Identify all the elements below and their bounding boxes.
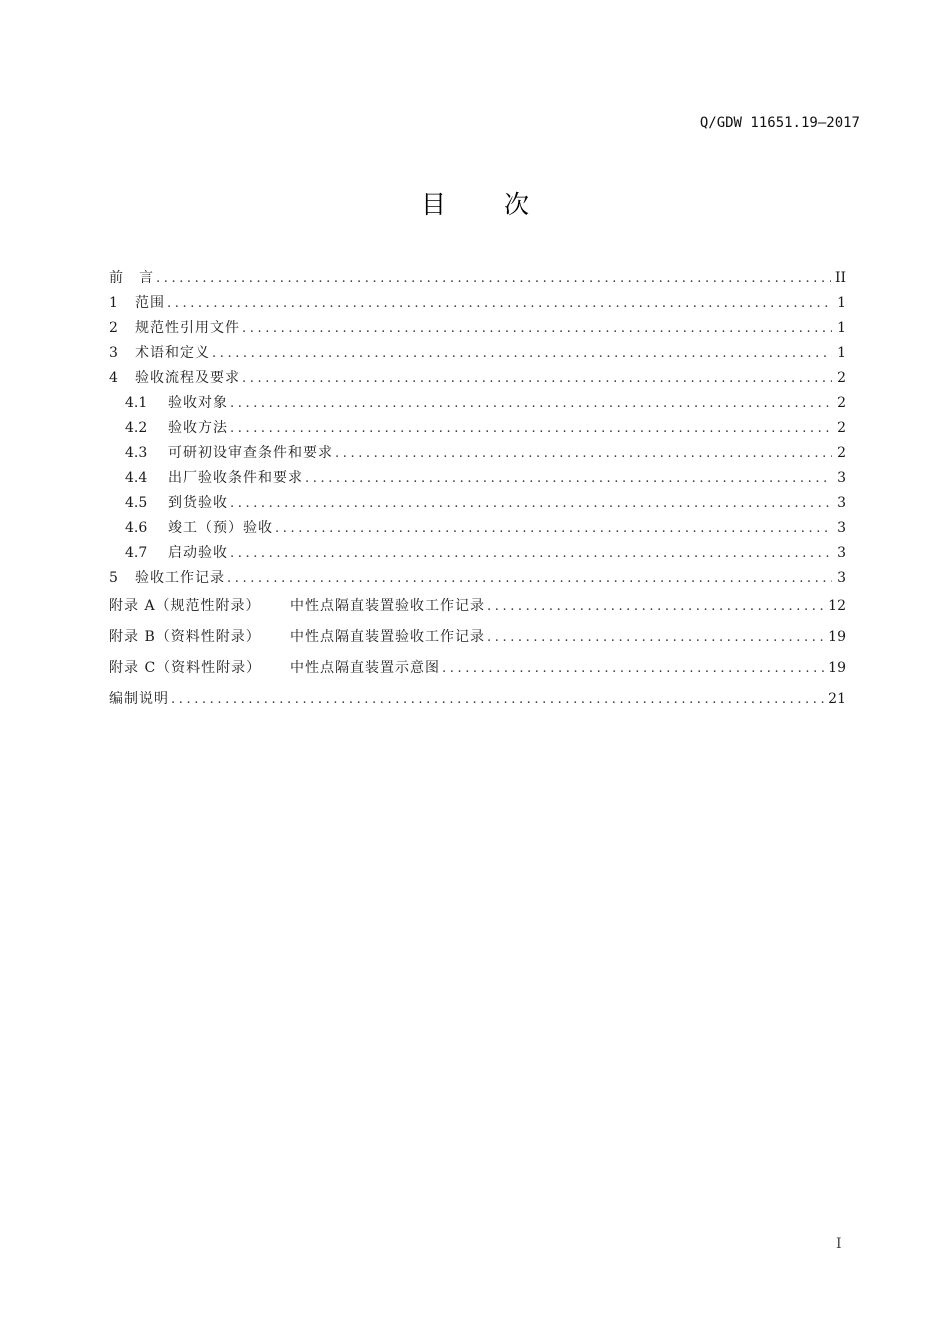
toc-entry-page: 21 (828, 691, 846, 707)
toc-entry-title: 术语和定义 (135, 345, 210, 361)
toc-entry-title: 验收方法 (168, 420, 228, 436)
dot-leader (242, 366, 832, 391)
dot-leader (242, 316, 832, 341)
toc-entry-title: 验收工作记录 (135, 570, 225, 586)
toc-entry-page: 2 (837, 395, 846, 411)
toc-entry-number: 4.3 (125, 445, 148, 461)
toc-entry-4-5[interactable] (109, 491, 846, 516)
toc-entry-page: 1 (837, 345, 846, 361)
toc-entry-title: 出厂验收条件和要求 (168, 470, 303, 486)
toc-entry-4-3[interactable] (109, 441, 846, 466)
toc-entry-title: 编制说明 (109, 691, 169, 707)
toc-entry-number: 4.1 (125, 395, 148, 411)
toc-entry-1[interactable] (109, 291, 846, 316)
document-code: Q/GDW 11651.19—2017 (699, 115, 860, 131)
toc-entry-number: 4 (109, 370, 118, 386)
appendix-prefix: 附录 C（资料性附录） (109, 660, 262, 676)
toc-entry-page: 2 (837, 370, 846, 386)
toc-entry-number: 1 (109, 295, 118, 311)
toc-entry-5[interactable] (109, 566, 846, 591)
dot-leader (335, 441, 832, 466)
dot-leader (230, 541, 832, 566)
toc-entry-page: 2 (837, 445, 846, 461)
dot-leader (171, 684, 824, 715)
toc-entry-4-2[interactable] (109, 416, 846, 441)
page-number: I (836, 1236, 842, 1252)
toc-entry-page: 1 (837, 320, 846, 336)
dot-leader (487, 591, 824, 622)
toc-entry-number: 4.5 (125, 495, 148, 511)
dot-leader (442, 653, 824, 684)
dot-leader (167, 291, 832, 316)
dot-leader (227, 566, 832, 591)
dot-leader (230, 391, 832, 416)
toc-entry-page: II (834, 270, 846, 286)
title-char-1: 目 (420, 190, 446, 219)
dot-leader (156, 266, 831, 291)
toc-entry-number: 2 (109, 320, 118, 336)
toc-entry-title: 规范性引用文件 (135, 320, 240, 336)
toc-entry-page: 3 (837, 470, 846, 486)
toc-entry-foreword[interactable] (109, 266, 846, 291)
toc-entry-3[interactable] (109, 341, 846, 366)
toc-entry-4-1[interactable] (109, 391, 846, 416)
appendix-title: 中性点隔直装置验收工作记录 (290, 629, 485, 645)
toc-entry-title: 范围 (135, 295, 165, 311)
toc-entry-2[interactable] (109, 316, 846, 341)
toc-appendix-c[interactable] (109, 653, 846, 684)
toc-entry-4[interactable] (109, 366, 846, 391)
appendix-title: 中性点隔直装置示意图 (290, 660, 440, 676)
toc-entry-page: 3 (837, 495, 846, 511)
toc-entry-title: 可研初设审查条件和要求 (168, 445, 333, 461)
toc-entry-title: 启动验收 (168, 545, 228, 561)
toc-entry-explanation[interactable] (109, 684, 846, 715)
page-title (0, 185, 950, 221)
toc-entry-title: 到货验收 (168, 495, 228, 511)
toc-entry-page: 2 (837, 420, 846, 436)
title-char-2: 次 (504, 190, 530, 219)
toc-entry-4-4[interactable] (109, 466, 846, 491)
toc-entry-page: 1 (837, 295, 846, 311)
toc-entry-title: 竣工（预）验收 (168, 520, 273, 536)
toc-entry-number: 4.6 (125, 520, 148, 536)
table-of-contents (109, 266, 846, 715)
toc-entry-page: 19 (828, 629, 846, 645)
toc-entry-page: 19 (828, 660, 846, 676)
toc-entry-page: 3 (837, 570, 846, 586)
toc-appendix-a[interactable] (109, 591, 846, 622)
toc-entry-number: 4.2 (125, 420, 148, 436)
appendix-prefix: 附录 A（规范性附录） (109, 598, 261, 614)
appendix-prefix: 附录 B（资料性附录） (109, 629, 261, 645)
dot-leader (305, 466, 832, 491)
toc-entry-number: 4.7 (125, 545, 148, 561)
toc-entry-title: 前 言 (109, 270, 154, 286)
dot-leader (230, 416, 832, 441)
toc-entry-4-6[interactable] (109, 516, 846, 541)
toc-entry-page: 3 (837, 545, 846, 561)
toc-appendix-b[interactable] (109, 622, 846, 653)
dot-leader (487, 622, 824, 653)
toc-entry-title: 验收流程及要求 (135, 370, 240, 386)
toc-entry-number: 4.4 (125, 470, 148, 486)
dot-leader (230, 491, 832, 516)
toc-entry-number: 5 (109, 570, 118, 586)
toc-entry-page: 12 (828, 598, 846, 614)
toc-entry-4-7[interactable] (109, 541, 846, 566)
dot-leader (212, 341, 832, 366)
toc-entry-number: 3 (109, 345, 118, 361)
dot-leader (275, 516, 832, 541)
toc-entry-title: 验收对象 (168, 395, 228, 411)
toc-entry-page: 3 (837, 520, 846, 536)
appendix-title: 中性点隔直装置验收工作记录 (290, 598, 485, 614)
